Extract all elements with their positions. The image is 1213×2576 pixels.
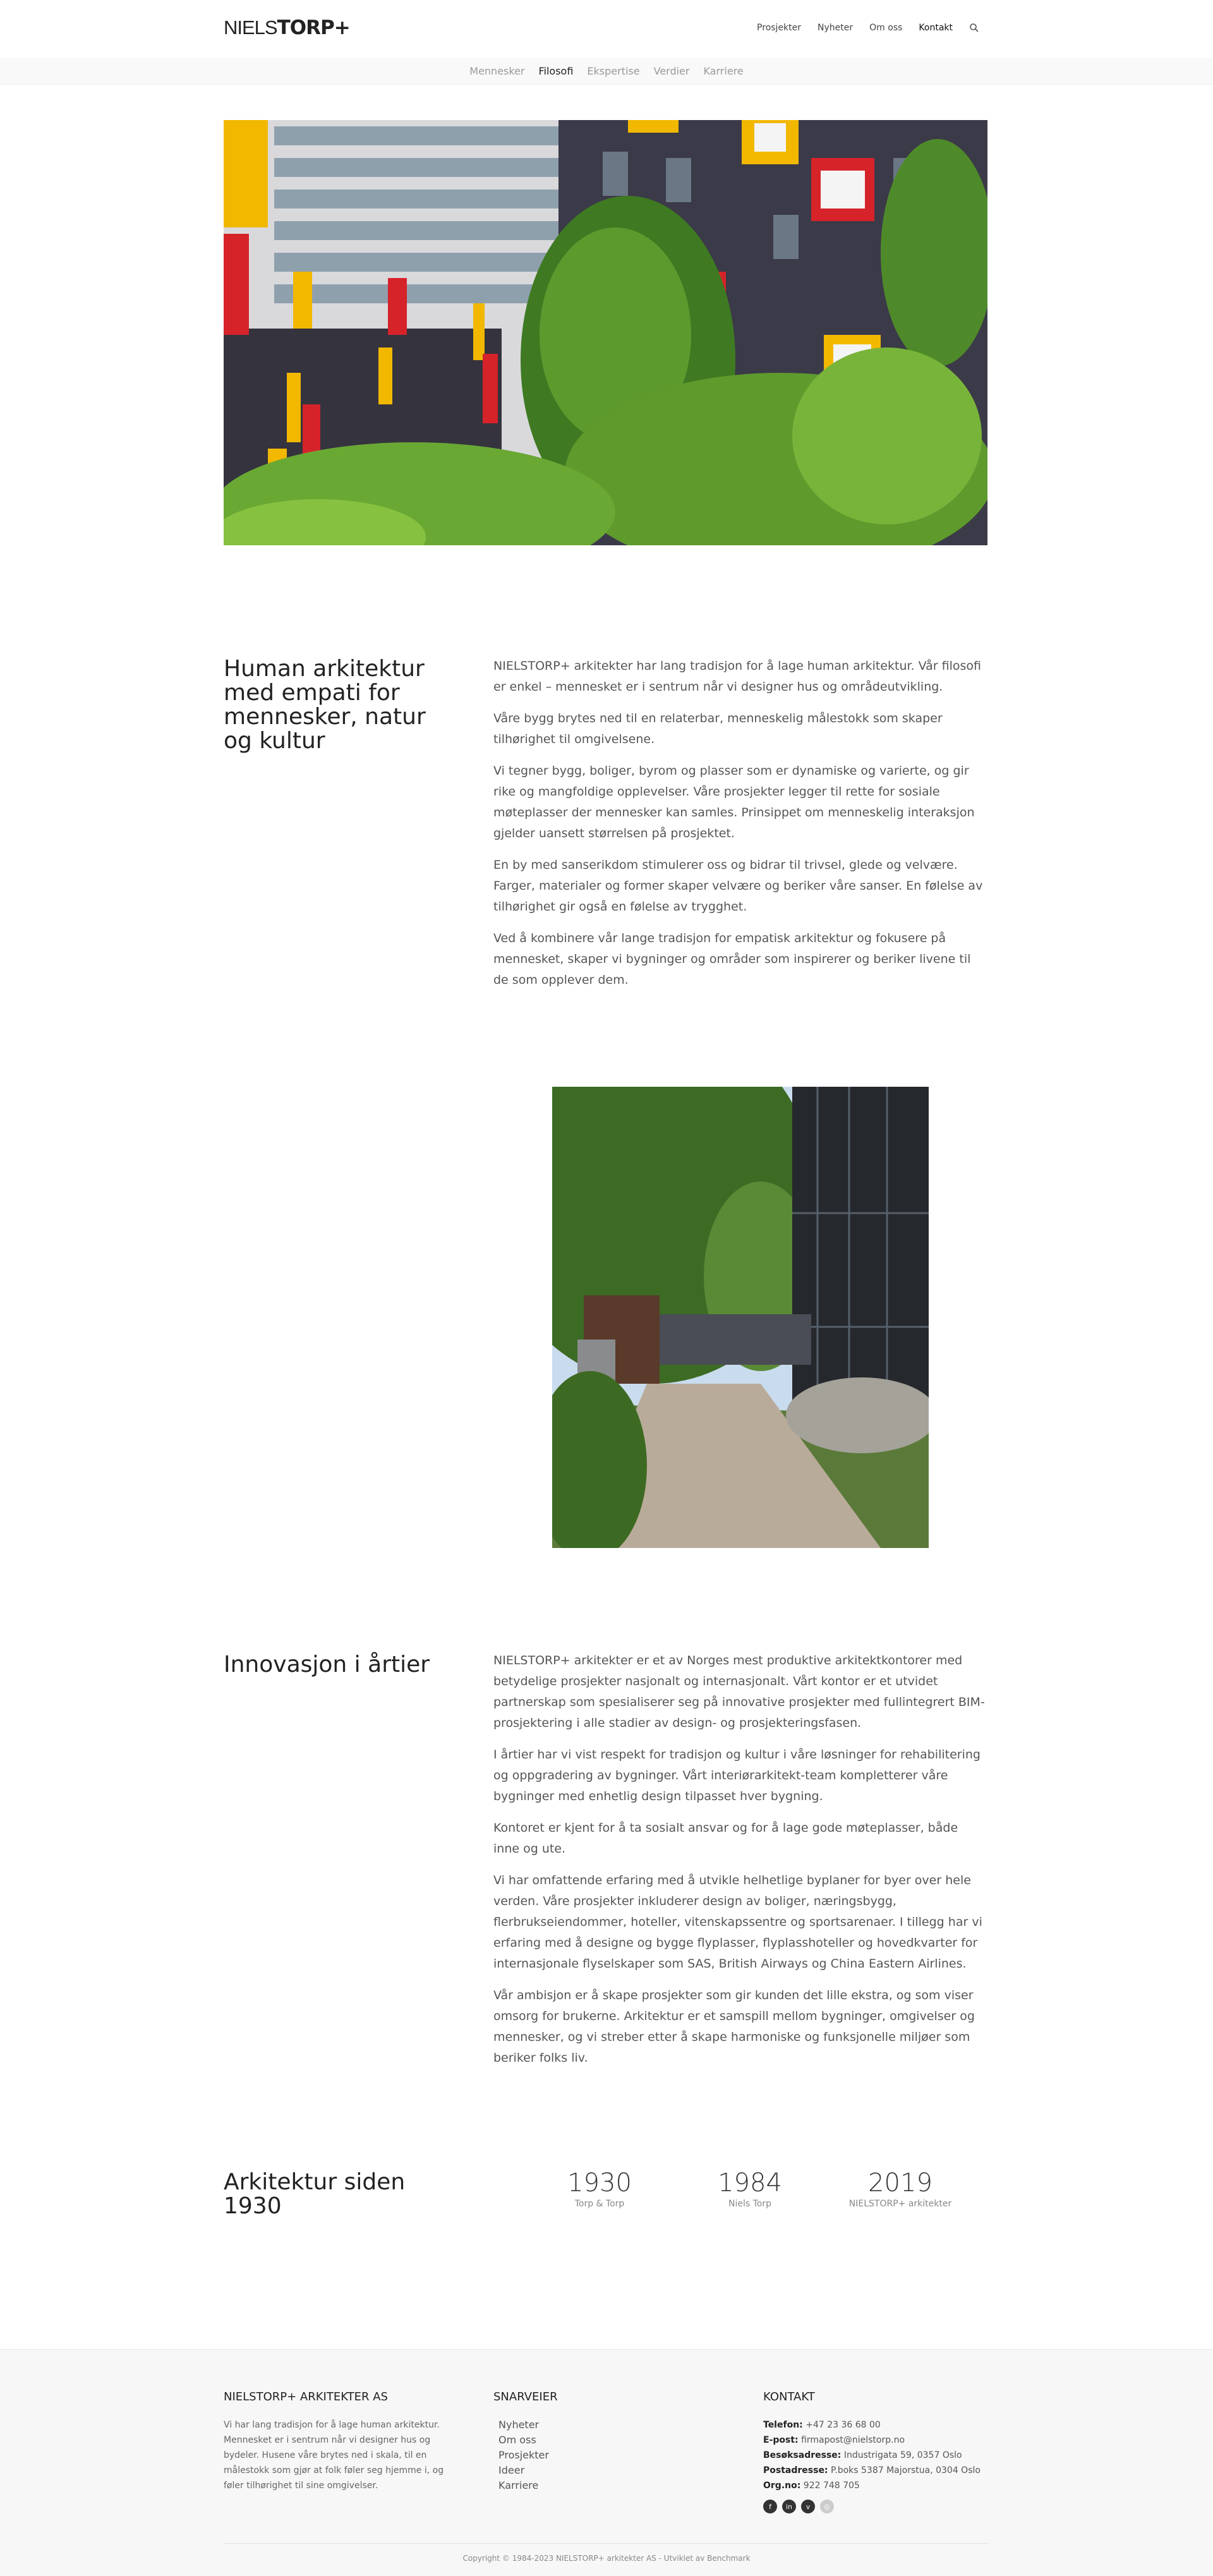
subnav-filosofi[interactable]: Filosofi: [538, 65, 574, 77]
site-footer: [0, 2349, 1213, 2576]
footer-link-karriere[interactable]: Karriere: [498, 2479, 539, 2491]
paragraph: Ved å kombinere vår lange tradisjon for empatisk arkitektur og fokusere på mennesket, skaper vi bygninger og områder som inspirerer og beriker livene til de som opplever dem.: [493, 931, 971, 987]
footer-contact-title: KONTAKT: [763, 2390, 815, 2404]
footer-link-nyheter[interactable]: Nyheter: [498, 2419, 540, 2431]
timeline-item: [675, 2168, 825, 2209]
contact-email: [763, 2433, 991, 2448]
paragraph: Vi tegner bygg, boliger, byrom og plasser som er dynamiske og varierte, og gir rike og mangfoldige opplevelser. Våre prosjekter legger til rette for sosiale møteplasser der mennesker kan samles. Prinsippet om menneskelig interaksjon gjelder uansett størrelsen på prosjektet.: [493, 764, 975, 840]
nav-kontakt[interactable]: Kontakt: [919, 23, 953, 33]
paragraph: Vi har omfattende erfaring med å utvikle helhetlige byplaner for byer over hele verden. Våre prosjekter inkluderer design av boliger, næringsbygg, flerbrukseiendommer, hoteller, vitenskapssentre og sportsarenaer. I tillegg har vi erfaring med å designe og bygge flyplasser, flyplasshoteller og hovedkvarter for internasjonale flyselskaper som SAS, British Airways og China Eastern Airlines.: [493, 1873, 982, 1971]
nav-prosjekter[interactable]: Prosjekter: [757, 23, 802, 33]
subnav-ekspertise[interactable]: Ekspertise: [587, 65, 640, 77]
section-title-innovasjon: Innovasjon i årtier: [224, 1652, 430, 1678]
footer-link-prosjekter[interactable]: Prosjekter: [498, 2449, 549, 2461]
footer-contact: [763, 2390, 991, 2513]
timeline-item: [825, 2168, 975, 2209]
paragraph: Vår ambisjon er å skape prosjekter som gir kunden det lille ekstra, og som viser omsorg for brukerne. Arkitektur er et samspill mellom bygninger, omgivelser og mennesker, og vi streber etter å skape harmoniske og funksjonelle miljøer som beriker folks liv.: [493, 1988, 975, 2065]
logo-bold-text: TORP+: [277, 16, 350, 39]
subnav-verdier[interactable]: Verdier: [653, 65, 690, 77]
timeline-year: 2019: [868, 2168, 932, 2198]
paragraph: NIELSTORP+ arkitekter er et av Norges mest produktive arkitektkontorer med betydelige prosjekter nasjonalt og internasjonalt. Vårt kontor er et utvidet partnerskap som spesialiserer seg på innovative prosjekter med fullintegrert BIM-prosjektering i alle stadier av design- og prosjekteringsfasen.: [493, 1654, 985, 1730]
timeline-year: 1984: [718, 2168, 782, 2198]
section-title-human-arkitektur: Human arkitektur med empati for mennesker, natur og kultur: [224, 656, 426, 754]
subnav-mennesker[interactable]: Mennesker: [469, 65, 525, 77]
logo-light-text: NIELS: [224, 16, 277, 39]
copyright-text: Copyright © 1984-2023 NIELSTORP+ arkitekter AS - Utviklet av Benchmark: [224, 2543, 989, 2563]
contact-postal-address: [763, 2463, 991, 2478]
paragraph: En by med sanserikdom stimulerer oss og bidrar til trivsel, glede og velvære. Farger, materialer og former skaper velvære og beriker våre sanser. En følelse av tilhørighet gir også en følelse av trygghet.: [493, 858, 983, 914]
section-body-innovasjon: [493, 1650, 987, 2079]
contact-label: Telefon:: [763, 2420, 803, 2430]
section-body-filosofi: [493, 656, 987, 1001]
contact-label: Postadresse:: [763, 2465, 828, 2476]
timeline-label: Niels Torp: [728, 2199, 771, 2209]
contact-value[interactable]: firmapost@nielstorp.no: [801, 2435, 905, 2445]
contact-phone: [763, 2417, 991, 2433]
nav-om-oss[interactable]: Om oss: [869, 23, 903, 33]
garden-path-photo: [552, 1087, 929, 1548]
footer-shortcuts-title: SNARVEIER: [493, 2390, 558, 2404]
vimeo-icon[interactable]: v: [801, 2500, 815, 2513]
subnav-karriere[interactable]: Karriere: [703, 65, 744, 77]
contact-value: 922 748 705: [803, 2481, 860, 2491]
search-icon[interactable]: [969, 23, 979, 33]
social-links: [763, 2500, 991, 2513]
history-timeline: [524, 2168, 975, 2209]
footer-about-text: Vi har lang tradisjon for å lage human arkitektur. Mennesket er i sentrum når vi designer hus og bydeler. Husene våre brytes ned i skala, til en målestokk som gjør at folk føler seg hjemme i, og føler tilhørighet til sine omgivelser.: [224, 2420, 444, 2491]
instagram-icon[interactable]: ◎: [820, 2500, 834, 2513]
site-logo[interactable]: [224, 16, 350, 39]
contact-label: Org.no:: [763, 2481, 801, 2491]
contact-value: Industrigata 59, 0357 Oslo: [843, 2450, 962, 2460]
paragraph: NIELSTORP+ arkitekter har lang tradisjon for å lage human arkitektur. Vår filosofi er enkel – mennesket er i sentrum når vi designer hus og områdeutvikling.: [493, 659, 982, 694]
sub-nav: [0, 58, 1213, 85]
contact-label: Besøksadresse:: [763, 2450, 842, 2460]
paragraph: Kontoret er kjent for å ta sosialt ansvar og for å lage gode møteplasser, både inne og ute.: [493, 1821, 958, 1856]
nav-nyheter[interactable]: Nyheter: [818, 23, 854, 33]
contact-label: E-post:: [763, 2435, 799, 2445]
footer-shortcuts: [493, 2390, 683, 2493]
timeline-item: [524, 2168, 675, 2209]
paragraph: Våre bygg brytes ned til en relaterbar, menneskelig målestokk som skaper tilhørighet til omgivelsene.: [493, 711, 943, 746]
footer-link-om-oss[interactable]: Om oss: [498, 2434, 536, 2446]
paragraph: I årtier har vi vist respekt for tradisjon og kultur i våre løsninger for rehabilitering og oppgradering av bygninger. Vårt interiørarkitekt-team kompletterer våre bygninger med enhetlig design tilpasset hver bygning.: [493, 1748, 981, 1803]
section-title-arkitektur-siden: Arkitektur siden 1930: [224, 2169, 406, 2219]
footer-link-ideer[interactable]: Ideer: [498, 2464, 525, 2476]
contact-visit-address: [763, 2448, 991, 2463]
timeline-label: NIELSTORP+ arkitekter: [848, 2199, 952, 2209]
linkedin-icon[interactable]: in: [782, 2500, 796, 2513]
contact-org-number: [763, 2478, 991, 2493]
contact-value[interactable]: +47 23 36 68 00: [806, 2420, 881, 2430]
main-nav: [757, 23, 979, 33]
facebook-icon[interactable]: f: [763, 2500, 777, 2513]
footer-about-title: NIELSTORP+ ARKITEKTER AS: [224, 2390, 388, 2404]
timeline-year: 1930: [567, 2168, 632, 2198]
site-header: [0, 0, 1213, 58]
hero-building-photo: [224, 120, 987, 545]
timeline-label: Torp & Torp: [574, 2199, 625, 2209]
contact-value: P.boks 5387 Majorstua, 0304 Oslo: [831, 2465, 981, 2476]
footer-about: [224, 2390, 451, 2493]
